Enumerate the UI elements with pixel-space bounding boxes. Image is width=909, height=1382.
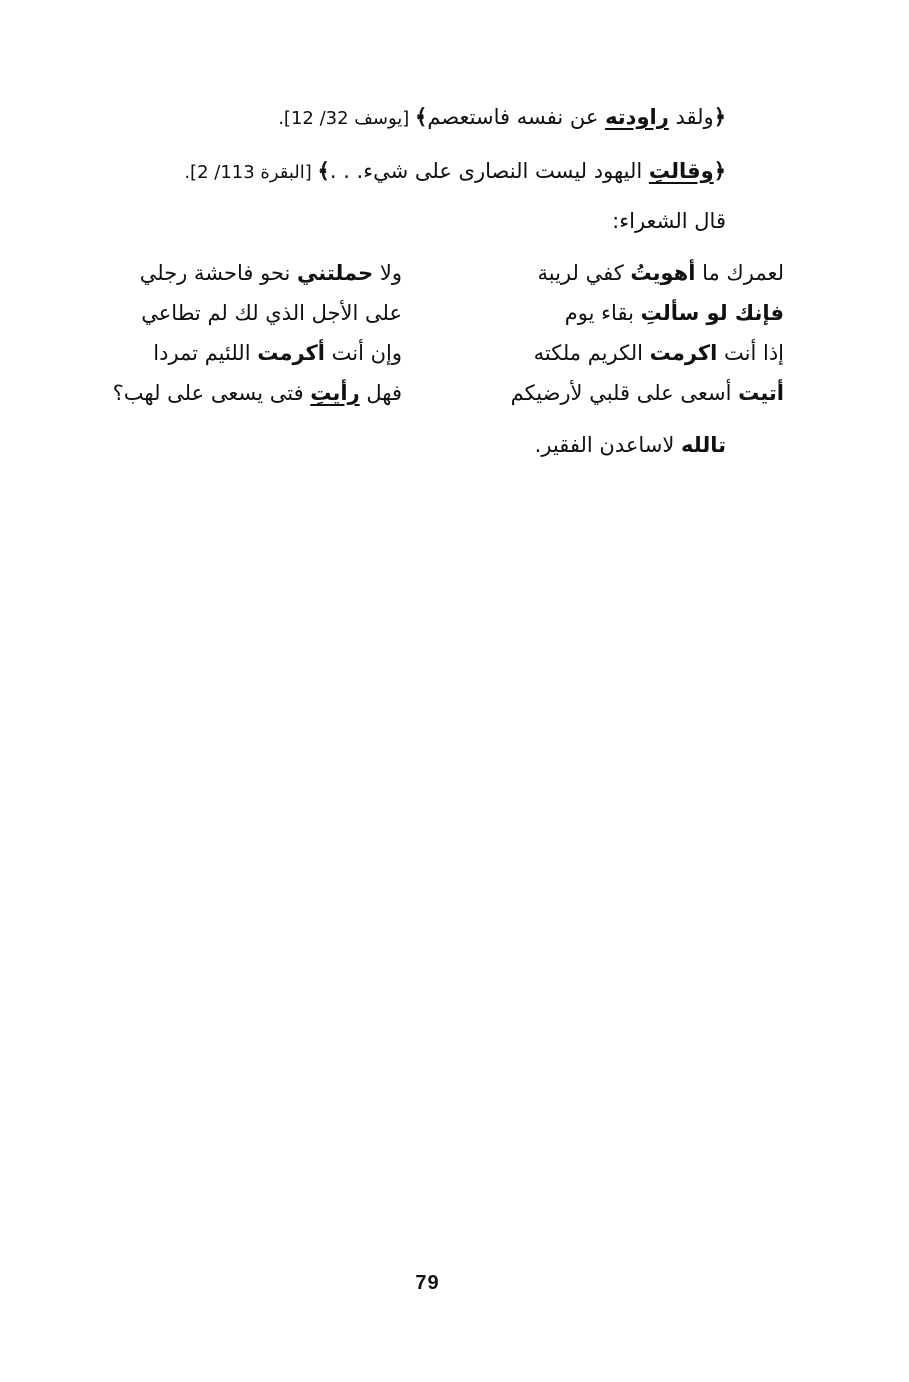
poem-verse-right-4	[458, 378, 784, 408]
quote-open-bracket: ﴿	[713, 105, 726, 129]
verse-keyword: أتيت	[738, 381, 784, 405]
quote-text-suffix: عن نفسه فاستعصم	[427, 105, 606, 129]
verse-text-suffix: الكريم ملكته	[533, 341, 650, 365]
quran-quote-yusuf	[278, 102, 726, 134]
quote-close-bracket: ﴾	[317, 159, 330, 183]
poem-verse-left-2	[72, 298, 402, 328]
quote-keyword: وقالتِ	[648, 159, 714, 183]
poem-verse-right-1	[458, 258, 784, 288]
verse-text-prefix: إذا أنت	[717, 341, 784, 365]
quote-keyword: راودته	[605, 105, 669, 129]
poem-verse-left-3	[72, 338, 402, 368]
verse-text-suffix: بقاء يوم	[564, 301, 641, 325]
verse-text-prefix: لعمرك ما	[695, 261, 784, 285]
verse-text-prefix: فهل	[359, 381, 402, 405]
quote-open-bracket: ﴿	[713, 159, 726, 183]
quote-close-bracket: ﴾	[415, 105, 428, 129]
quran-quote-baqara	[184, 156, 726, 188]
verse-text-prefix: وإن أنت	[324, 341, 402, 365]
verse-text-prefix: ولا	[373, 261, 402, 285]
page-number: 79	[415, 1272, 440, 1294]
verse-text-suffix: اللئيم تمردا	[153, 341, 258, 365]
quote-text-suffix: اليهود ليست النصارى على شيء. . .	[329, 159, 649, 183]
poem-verse-left-4	[72, 378, 402, 408]
verse-keyword: أكرمت	[257, 341, 325, 365]
quote-reference: [البقرة 113/ 2].	[184, 162, 318, 183]
closing-text: لاساعدن الفقير.	[534, 433, 682, 457]
verse-text-suffix: نحو فاحشة رجلي	[139, 261, 298, 285]
verse-keyword: أهويتُ	[630, 261, 696, 285]
verse-keyword: رأيتِ	[310, 381, 360, 405]
verse-keyword: فإنك لو سألتِ	[640, 301, 784, 325]
poem-verse-right-2	[458, 298, 784, 328]
poem-verse-right-3	[458, 338, 784, 368]
poem-verse-left-1	[72, 258, 402, 288]
verse-text-suffix: فتى يسعى على لهب؟	[112, 381, 311, 405]
closing-keyword: تالله	[681, 433, 726, 457]
quote-reference: [يوسف 32/ 12].	[278, 108, 416, 129]
poets-heading: قال الشعراء:	[612, 209, 726, 233]
closing-line	[535, 430, 726, 460]
quote-text-prefix: ولقد	[668, 105, 714, 129]
verse-text-suffix: أسعى على قلبي لأرضيكم	[510, 381, 739, 405]
verse-text-suffix: كفي لريبة	[537, 261, 631, 285]
verse-keyword: اكرمت	[649, 341, 718, 365]
verse-text-prefix: على الأجل الذي لك لم تطاعي	[141, 301, 402, 325]
verse-keyword: حملتني	[297, 261, 374, 285]
